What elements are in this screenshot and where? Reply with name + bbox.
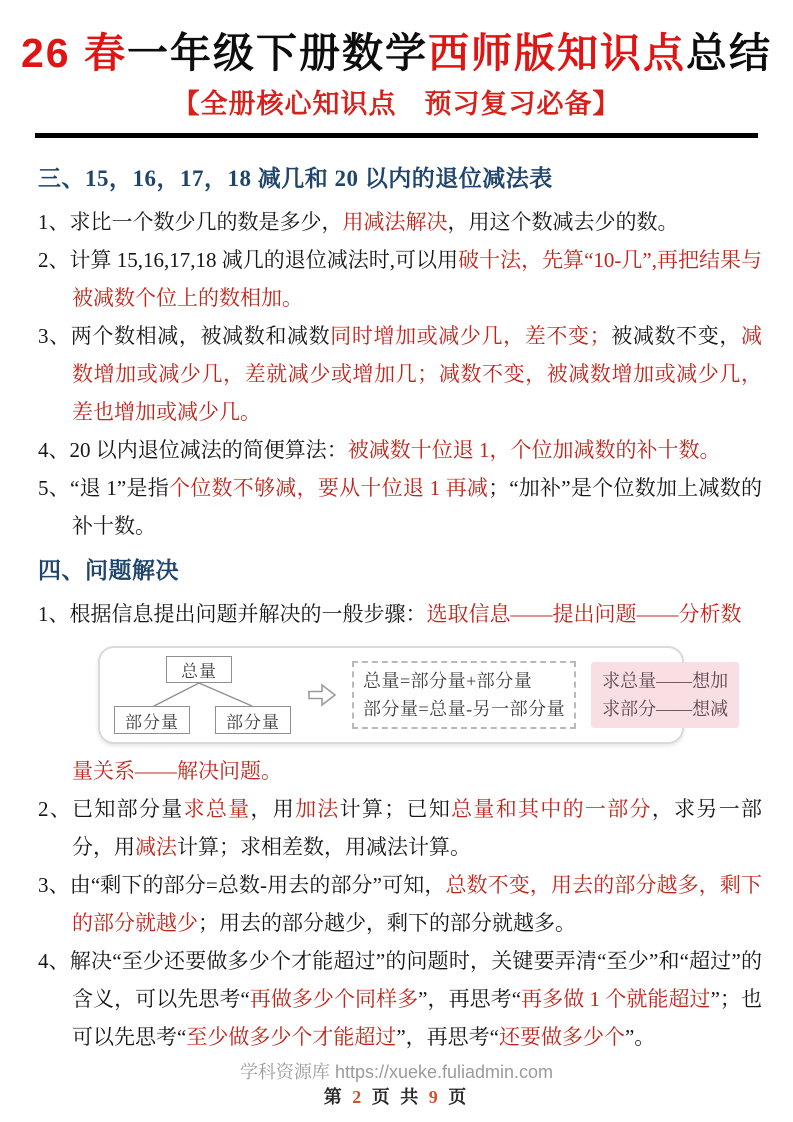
text-segment: ，用 <box>250 797 296 821</box>
text-segment: 再做多少个同样多 <box>249 987 419 1011</box>
section-items <box>38 595 762 633</box>
text-segment: 求总量 <box>183 797 251 821</box>
page-indicator-text: 第 <box>323 1087 353 1107</box>
text-segment: 再多做 1 个就能超过 <box>521 987 711 1011</box>
text-segment: ”，再思考“ <box>418 987 522 1011</box>
text-segment: 被减数不变， <box>610 324 742 348</box>
title-segment: 西师版知识点 <box>428 30 686 76</box>
header <box>0 0 793 138</box>
paragraph <box>38 317 762 431</box>
text-segment: 减法 <box>135 835 177 859</box>
text-segment: 3、由“剩下的部分=总数-用去的部分”可知， <box>38 873 446 897</box>
text-segment: 1、求比一个数少几的数是多少， <box>38 210 343 234</box>
method-line: 求总量——想加 <box>602 671 729 691</box>
text-segment: 减数增加或减少几，差就减少或增加几；减数不变，被减数增加或减少几，差也增加或减少几。 <box>72 324 763 424</box>
paragraph <box>38 241 762 317</box>
text-segment: 用减法解决 <box>342 210 448 234</box>
paragraph <box>38 866 762 942</box>
text-segment: 量关系——解决问题。 <box>72 759 282 783</box>
formula-box <box>352 661 576 729</box>
section-subtraction-table <box>38 162 762 545</box>
text-segment: 加法 <box>295 797 340 821</box>
tree-part-box: 部分量 <box>114 706 190 734</box>
text-segment: 同时增加或减少几，差不变； <box>330 324 611 348</box>
right-arrow-icon <box>307 682 337 708</box>
title-segment: 一年级下册数学 <box>127 30 428 76</box>
paragraph-continuation <box>38 752 762 790</box>
text-segment: ”；也可以先思考“ <box>72 987 762 1049</box>
title-segment: 总结 <box>686 30 772 76</box>
text-segment: ；“加补”是个位数加上减数的补十数。 <box>72 476 762 538</box>
text-segment: 2、计算 15,16,17,18 减几的退位减法时,可以用 <box>38 248 459 272</box>
text-segment: 1、根据信息提出问题并解决的一般步骤： <box>38 602 427 626</box>
method-box <box>591 662 739 728</box>
text-segment: ”，再思考“ <box>396 1025 499 1049</box>
page-indicator-text: 页 共 <box>364 1087 429 1107</box>
text-segment: 2、已知部分量 <box>38 797 184 821</box>
paragraph <box>38 595 762 633</box>
text-segment: 个位数不够减，要从十位退 1 再减 <box>169 476 489 500</box>
page-indicator-text: 页 <box>440 1087 470 1107</box>
paragraph <box>38 431 762 469</box>
page-indicator <box>0 1085 793 1109</box>
text-segment: 选取信息——提出问题——分析数 <box>426 602 742 626</box>
text-segment: 被减数十位退 1，个位加减数的补十数。 <box>347 438 721 462</box>
footer <box>0 1061 793 1109</box>
tree-total-box: 总量 <box>166 656 232 683</box>
text-segment: ”。 <box>624 1025 656 1049</box>
paragraph <box>38 790 762 866</box>
section-problem-solving <box>38 554 762 1056</box>
text-segment: 4、解决“至少还要做多少个才能超过”的问题时，关键要弄清“至少”和“超过”的含义，可以先思考“ <box>38 949 762 1011</box>
section-heading: 四、问题解决 <box>38 558 179 583</box>
subtitle: 【全册核心知识点 预习复习必备】 <box>172 89 621 119</box>
text-segment: 破十法，先算“10-几”,再把结果与被减数个位上的数相加。 <box>72 248 762 310</box>
formula-line: 部分量=总量-另一部分量 <box>363 699 566 719</box>
text-segment: ，用这个数减去少的数。 <box>447 210 679 234</box>
text-segment: ，求另一部分，用 <box>72 797 762 859</box>
content <box>0 138 793 1056</box>
title-segment: 26 春 <box>21 30 127 76</box>
text-segment: 总数不变，用去的部分越多，剩下的部分就越少 <box>72 873 762 935</box>
total-page-number: 9 <box>428 1087 441 1107</box>
text-segment: 总量和其中的一部分 <box>451 797 652 821</box>
text-segment: 3、两个数相减，被减数和减数 <box>38 324 331 348</box>
text-segment: 计算；求相差数，用减法计算。 <box>177 835 471 859</box>
section-items <box>38 752 762 1056</box>
paragraph <box>38 942 762 1056</box>
source-url: 学科资源库 https://xueke.fuliadmin.com <box>239 1062 554 1082</box>
text-segment: 还要做多少个 <box>498 1025 625 1049</box>
text-segment: 4、20 以内退位减法的简便算法： <box>38 438 348 462</box>
section-items <box>38 203 762 545</box>
quantity-tree <box>114 655 292 735</box>
tree-part-box: 部分量 <box>215 706 291 734</box>
text-segment: ；用去的部分越少，剩下的部分就越多。 <box>198 911 576 935</box>
quantity-relation-figure <box>98 646 729 744</box>
text-segment: 计算；已知 <box>339 797 452 821</box>
method-line: 求部分——想减 <box>602 699 729 719</box>
formula-line: 总量=部分量+部分量 <box>363 671 533 691</box>
paragraph <box>38 469 762 545</box>
current-page-number: 2 <box>352 1087 365 1107</box>
paragraph <box>38 203 762 241</box>
text-segment: 5、“退 1”是指 <box>38 476 169 500</box>
text-segment: 至少做多少个才能超过 <box>186 1025 397 1049</box>
section-heading: 三、15，16，17，18 减几和 20 以内的退位减法表 <box>38 166 553 191</box>
page-title <box>0 0 793 80</box>
